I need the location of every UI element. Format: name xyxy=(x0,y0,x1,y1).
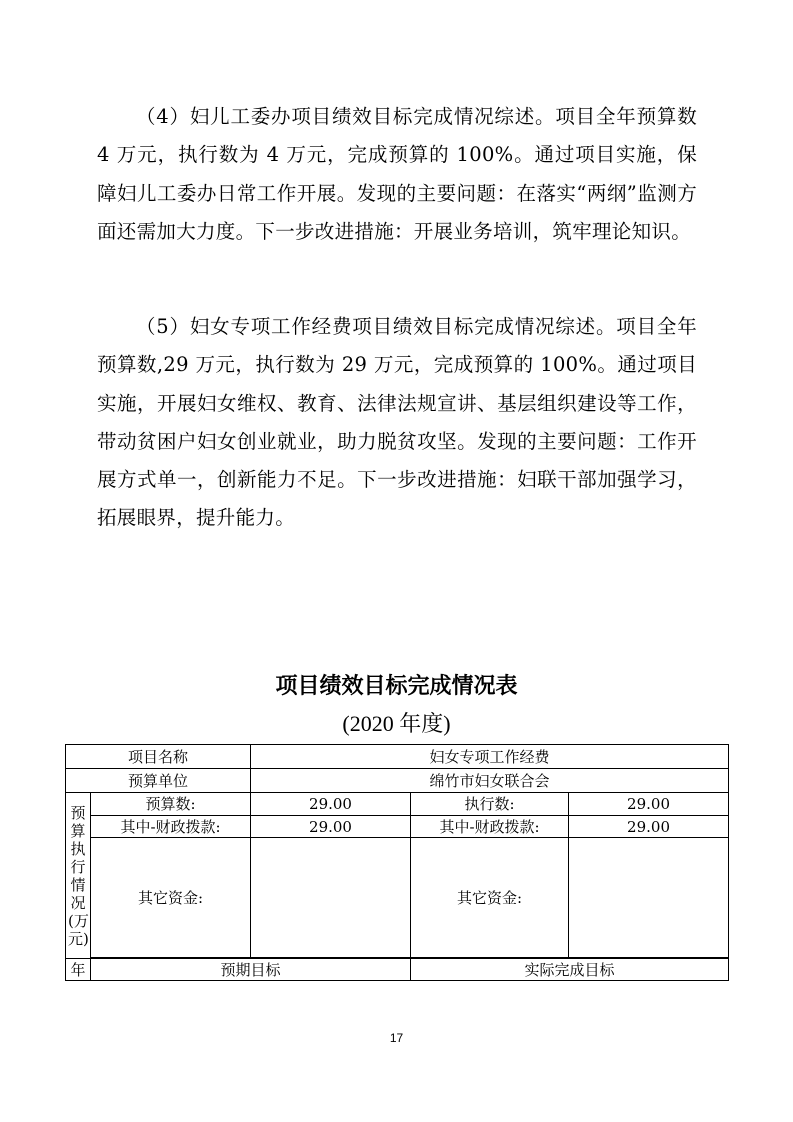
other-funds-label-right: 其它资金: xyxy=(411,838,569,958)
table-title: 项目绩效目标完成情况表 xyxy=(275,674,518,699)
budget-unit-value: 绵竹市妇女联合会 xyxy=(251,769,729,793)
paragraph-item-5: （5）妇女专项工作经费项目绩效目标完成情况综述。项目全年预算数,29 万元，执行数为 29 万元，完成预算的 100%。通过项目实施，开展妇女维权、教育、法律法规宣讲、基层组织建设等工作，带动贫困户妇女创业就业，助力脱贫攻坚。发现的主要问题：工作开展方式单一，创新能力不足。下一步改进措施：妇联干部加强学习，拓展眼界，提升能力。 xyxy=(97,315,697,530)
budget-execution-vertical-text: 预算执行情况(万元) xyxy=(68,803,89,948)
fiscal-label-left: 其中-财政拨款: xyxy=(91,816,251,838)
page-number: 17 xyxy=(389,1031,404,1045)
other-funds-label-left: 其它资金: xyxy=(91,838,251,958)
paragraph-item-4: （4）妇儿工委办项目绩效目标完成情况综述。项目全年预算数 4 万元，执行数为 4 万元，完成预算的 100%。通过项目实施，保障妇儿工委办日常工作开展。发现的主要问题：在落实“两纲”监测方面还需加大力度。下一步改进措施：开展业务培训，筑牢理论知识。 xyxy=(97,105,697,243)
table-row xyxy=(66,959,729,981)
table-row xyxy=(66,838,729,958)
exec-value: 29.00 xyxy=(569,793,729,816)
budget-value: 29.00 xyxy=(251,793,411,816)
project-name-label: 项目名称 xyxy=(66,745,251,769)
table-row xyxy=(66,769,729,793)
budget-execution-vertical-label xyxy=(66,793,91,959)
table-subtitle: (2020 年度) xyxy=(342,711,451,736)
table-row xyxy=(66,793,729,816)
fiscal-value-right: 29.00 xyxy=(569,816,729,838)
table-row xyxy=(66,745,729,769)
performance-table xyxy=(65,744,729,981)
year-label: 年 xyxy=(66,959,91,981)
exec-label: 执行数: xyxy=(411,793,569,816)
actual-goal-label: 实际完成目标 xyxy=(411,959,729,981)
budget-label: 预算数: xyxy=(91,793,251,816)
budget-unit-label: 预算单位 xyxy=(66,769,251,793)
fiscal-label-right: 其中-财政拨款: xyxy=(411,816,569,838)
fiscal-value-left: 29.00 xyxy=(251,816,411,838)
other-funds-value-left xyxy=(251,838,411,958)
other-funds-value-right xyxy=(569,838,729,958)
expected-goal-label: 预期目标 xyxy=(91,959,411,981)
table-row xyxy=(66,816,729,838)
project-name-value: 妇女专项工作经费 xyxy=(251,745,729,769)
